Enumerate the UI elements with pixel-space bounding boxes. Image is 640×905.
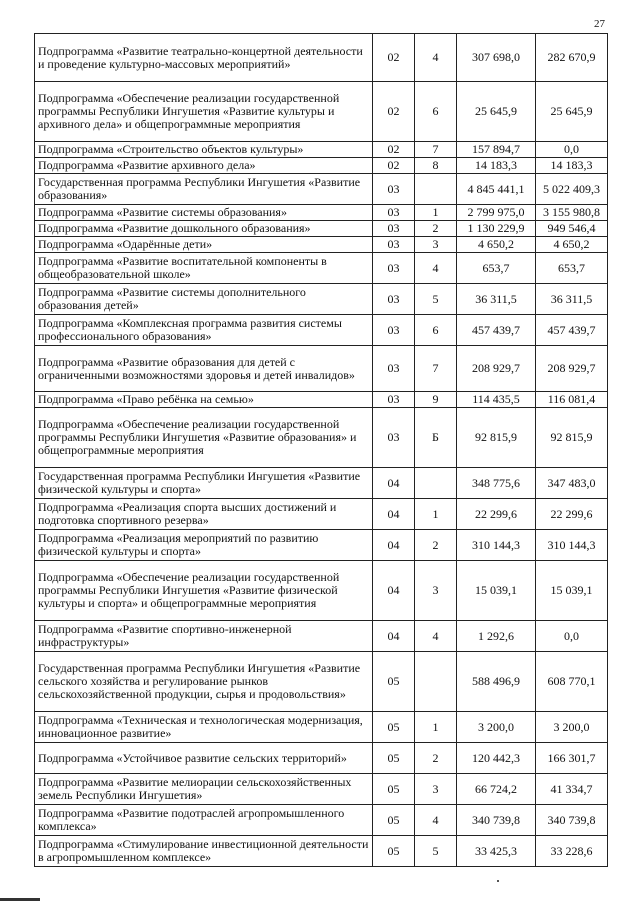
program-code: 03 <box>373 392 415 408</box>
amount-1: 120 442,3 <box>457 743 536 774</box>
table-row <box>35 530 608 561</box>
subprogram-code: 7 <box>415 346 457 392</box>
amount-2: 22 299,6 <box>536 499 608 530</box>
amount-2: 949 546,4 <box>536 221 608 237</box>
amount-2: 310 144,3 <box>536 530 608 561</box>
amount-2: 14 183,3 <box>536 158 608 174</box>
subprogram-code: 4 <box>415 253 457 284</box>
amount-2: 0,0 <box>536 621 608 652</box>
amount-2: 92 815,9 <box>536 408 608 468</box>
table-row <box>35 205 608 221</box>
program-code: 04 <box>373 530 415 561</box>
amount-1: 15 039,1 <box>457 561 536 621</box>
subprogram-code: 5 <box>415 284 457 315</box>
program-name: Подпрограмма «Развитие системы образования» <box>35 205 373 221</box>
program-name: Подпрограмма «Развитие спортивно-инженерной инфраструктуры» <box>35 621 373 652</box>
amount-2: 282 670,9 <box>536 34 608 82</box>
amount-2: 33 228,6 <box>536 836 608 867</box>
program-code: 04 <box>373 499 415 530</box>
amount-1: 3 200,0 <box>457 712 536 743</box>
program-code: 02 <box>373 158 415 174</box>
table-row <box>35 621 608 652</box>
table-row <box>35 561 608 621</box>
subprogram-code: 4 <box>415 34 457 82</box>
amount-1: 310 144,3 <box>457 530 536 561</box>
amount-1: 307 698,0 <box>457 34 536 82</box>
amount-1: 1 292,6 <box>457 621 536 652</box>
amount-2: 41 334,7 <box>536 774 608 805</box>
program-name: Подпрограмма «Право ребёнка на семью» <box>35 392 373 408</box>
table-row <box>35 408 608 468</box>
program-code: 02 <box>373 34 415 82</box>
program-code: 05 <box>373 712 415 743</box>
amount-2: 15 039,1 <box>536 561 608 621</box>
program-name: Подпрограмма «Развитие театрально-концертной деятельности и проведение культурно-массовых мероприятий» <box>35 34 373 82</box>
table-row <box>35 836 608 867</box>
table-row <box>35 237 608 253</box>
subprogram-code <box>415 174 457 205</box>
table-row <box>35 82 608 142</box>
program-code: 02 <box>373 142 415 158</box>
subprogram-code: 2 <box>415 530 457 561</box>
amount-1: 457 439,7 <box>457 315 536 346</box>
table-row <box>35 346 608 392</box>
amount-2: 340 739,8 <box>536 805 608 836</box>
table-row <box>35 174 608 205</box>
amount-1: 2 799 975,0 <box>457 205 536 221</box>
program-code: 03 <box>373 284 415 315</box>
program-name: Подпрограмма «Развитие мелиорации сельскохозяйственных земель Республики Ингушетия» <box>35 774 373 805</box>
table-row <box>35 284 608 315</box>
amount-2: 166 301,7 <box>536 743 608 774</box>
amount-1: 157 894,7 <box>457 142 536 158</box>
table-row <box>35 468 608 499</box>
subprogram-code: 1 <box>415 205 457 221</box>
amount-2: 4 650,2 <box>536 237 608 253</box>
program-name: Подпрограмма «Устойчивое развитие сельских территорий» <box>35 743 373 774</box>
program-name: Подпрограмма «Развитие воспитательной компоненты в общеобразовательной школе» <box>35 253 373 284</box>
subprogram-code: 3 <box>415 237 457 253</box>
subprogram-code: 2 <box>415 221 457 237</box>
amount-1: 66 724,2 <box>457 774 536 805</box>
amount-2: 3 155 980,8 <box>536 205 608 221</box>
subprogram-code: 4 <box>415 621 457 652</box>
program-name: Подпрограмма «Обеспечение реализации государственной программы Республики Ингушетия «Развитие физической культуры и спорта» и общепрограммные мероприятия <box>35 561 373 621</box>
program-name: Подпрограмма «Развитие системы дополнительного образования детей» <box>35 284 373 315</box>
amount-2: 457 439,7 <box>536 315 608 346</box>
table-row <box>35 652 608 712</box>
program-name: Подпрограмма «Развитие архивного дела» <box>35 158 373 174</box>
program-name: Подпрограмма «Развитие дошкольного образования» <box>35 221 373 237</box>
amount-1: 340 739,8 <box>457 805 536 836</box>
table-row <box>35 774 608 805</box>
program-code: 02 <box>373 82 415 142</box>
amount-1: 348 775,6 <box>457 468 536 499</box>
amount-2: 653,7 <box>536 253 608 284</box>
program-name: Подпрограмма «Реализация мероприятий по развитию физической культуры и спорта» <box>35 530 373 561</box>
program-code: 03 <box>373 315 415 346</box>
subprogram-code <box>415 652 457 712</box>
program-code: 05 <box>373 805 415 836</box>
table-row <box>35 221 608 237</box>
program-name: Государственная программа Республики Ингушетия «Развитие образования» <box>35 174 373 205</box>
amount-1: 22 299,6 <box>457 499 536 530</box>
amount-1: 114 435,5 <box>457 392 536 408</box>
program-name: Подпрограмма «Техническая и технологическая модернизация, инновационное развитие» <box>35 712 373 743</box>
program-code: 03 <box>373 253 415 284</box>
amount-1: 4 845 441,1 <box>457 174 536 205</box>
table-row <box>35 392 608 408</box>
program-code: 05 <box>373 836 415 867</box>
program-name: Подпрограмма «Развитие подотраслей агропромышленного комплекса» <box>35 805 373 836</box>
table-row <box>35 253 608 284</box>
program-code: 04 <box>373 468 415 499</box>
amount-2: 5 022 409,3 <box>536 174 608 205</box>
subprogram-code: 4 <box>415 805 457 836</box>
amount-1: 92 815,9 <box>457 408 536 468</box>
amount-1: 33 425,3 <box>457 836 536 867</box>
program-code: 03 <box>373 174 415 205</box>
amount-1: 36 311,5 <box>457 284 536 315</box>
amount-1: 588 496,9 <box>457 652 536 712</box>
program-code: 03 <box>373 205 415 221</box>
table-row <box>35 712 608 743</box>
amount-1: 653,7 <box>457 253 536 284</box>
subprogram-code: 3 <box>415 561 457 621</box>
program-name: Подпрограмма «Строительство объектов культуры» <box>35 142 373 158</box>
program-name: Подпрограмма «Комплексная программа развития системы профессионального образования» <box>35 315 373 346</box>
amount-2: 116 081,4 <box>536 392 608 408</box>
program-code: 05 <box>373 774 415 805</box>
amount-2: 25 645,9 <box>536 82 608 142</box>
program-name: Подпрограмма «Одарённые дети» <box>35 237 373 253</box>
table-row <box>35 743 608 774</box>
subprogram-code: Б <box>415 408 457 468</box>
amount-1: 1 130 229,9 <box>457 221 536 237</box>
subprogram-code: 9 <box>415 392 457 408</box>
program-name: Государственная программа Республики Ингушетия «Развитие физической культуры и спорта» <box>35 468 373 499</box>
program-code: 03 <box>373 221 415 237</box>
amount-2: 3 200,0 <box>536 712 608 743</box>
amount-2: 608 770,1 <box>536 652 608 712</box>
subprogram-code: 6 <box>415 82 457 142</box>
program-name: Государственная программа Республики Ингушетия «Развитие сельского хозяйства и регулирование рынков сельскохозяйственной продукции, сырья и продовольствия» <box>35 652 373 712</box>
program-name: Подпрограмма «Обеспечение реализации государственной программы Республики Ингушетия «Развитие образования» и общепрограммные мероприятия <box>35 408 373 468</box>
scan-edge-mark <box>0 898 40 901</box>
subprogram-code: 1 <box>415 712 457 743</box>
table-row <box>35 805 608 836</box>
amount-1: 14 183,3 <box>457 158 536 174</box>
subprogram-code: 3 <box>415 774 457 805</box>
program-name: Подпрограмма «Стимулирование инвестиционной деятельности в агропромышленном комплексе» <box>35 836 373 867</box>
amount-2: 36 311,5 <box>536 284 608 315</box>
program-code: 05 <box>373 743 415 774</box>
subprogram-code: 5 <box>415 836 457 867</box>
table-row <box>35 499 608 530</box>
amount-2: 0,0 <box>536 142 608 158</box>
program-name: Подпрограмма «Обеспечение реализации государственной программы Республики Ингушетия «Развитие культуры и архивного дела» и общепрограммные мероприятия <box>35 82 373 142</box>
subprogram-code: 6 <box>415 315 457 346</box>
subprogram-code <box>415 468 457 499</box>
subprogram-code: 2 <box>415 743 457 774</box>
subprogram-code: 7 <box>415 142 457 158</box>
amount-2: 208 929,7 <box>536 346 608 392</box>
program-code: 03 <box>373 408 415 468</box>
table-row <box>35 142 608 158</box>
program-code: 03 <box>373 346 415 392</box>
budget-table <box>34 33 608 867</box>
program-code: 04 <box>373 621 415 652</box>
table-row <box>35 315 608 346</box>
program-code: 04 <box>373 561 415 621</box>
table-row <box>35 158 608 174</box>
program-code: 03 <box>373 237 415 253</box>
program-code: 05 <box>373 652 415 712</box>
amount-1: 25 645,9 <box>457 82 536 142</box>
subprogram-code: 1 <box>415 499 457 530</box>
amount-1: 208 929,7 <box>457 346 536 392</box>
program-name: Подпрограмма «Развитие образования для детей с ограниченными возможностями здоровья и детей инвалидов» <box>35 346 373 392</box>
amount-1: 4 650,2 <box>457 237 536 253</box>
subprogram-code: 8 <box>415 158 457 174</box>
program-name: Подпрограмма «Реализация спорта высших достижений и подготовка спортивного резерва» <box>35 499 373 530</box>
page-number: 27 <box>594 18 605 30</box>
scan-speck <box>497 880 499 882</box>
amount-2: 347 483,0 <box>536 468 608 499</box>
table-row <box>35 34 608 82</box>
